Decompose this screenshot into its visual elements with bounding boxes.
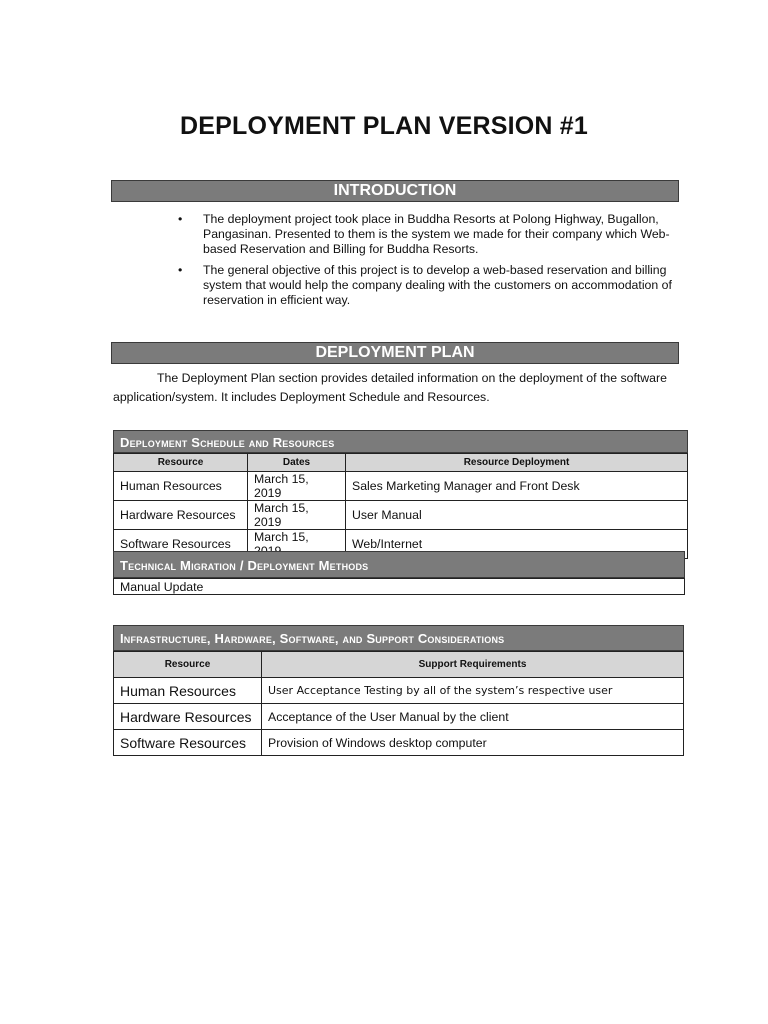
column-header-resource: Resource — [114, 454, 248, 472]
column-header-resource: Resource — [114, 652, 262, 678]
schedule-table-heading: Deployment Schedule and Resources — [113, 430, 688, 453]
introduction-bullets — [176, 212, 676, 314]
table-row: Software Resources March 15, Web/Internet — [114, 530, 688, 559]
column-header-resource-deployment: Resource Deployment — [346, 454, 688, 472]
table-row: Hardware Resources Acceptance of the User Manual by the client — [114, 704, 684, 730]
table-row: Human Resources March 15, 2019 Sales Marketing Manager and Front Desk — [114, 472, 688, 501]
bullet-icon: • — [178, 212, 183, 226]
methods-table — [113, 551, 685, 595]
bullet-icon: • — [178, 263, 183, 277]
schedule-table — [113, 430, 688, 559]
support-table-heading: Infrastructure, Hardware, Software, and Support Considerations — [113, 625, 684, 651]
deployment-plan-heading: DEPLOYMENT PLAN — [111, 342, 679, 364]
table-row: Hardware Resources March 15, 2019 User Manual — [114, 501, 688, 530]
list-item: • The deployment project took place in Buddha Resorts at Polong Highway, Bugallon, Pangasinan. Presented to them is the system we made for their company which Web-based Reservation and Billing for Buddha Resorts. — [178, 212, 670, 256]
introduction-heading: INTRODUCTION — [111, 180, 679, 202]
methods-table-heading: Technical Migration / Deployment Methods — [113, 551, 685, 578]
document-title: DEPLOYMENT PLAN VERSION #1 — [179, 112, 589, 140]
column-header-support-requirements: Support Requirements — [262, 652, 684, 678]
table-row — [114, 579, 685, 595]
deployment-plan-paragraph: The Deployment Plan section provides detailed information on the deployment of the software application/system. It includes Deployment Schedule and Resources. — [113, 371, 667, 404]
column-header-dates: Dates — [248, 454, 346, 472]
support-table — [113, 625, 684, 756]
methods-value: Manual Update — [114, 579, 685, 595]
table-row: Software Resources Provision of Windows desktop computer — [114, 730, 684, 756]
list-item: • The general objective of this project is to develop a web-based reservation and billing system that would help the company dealing with the customers on accommodation of reservation in efficient way. — [178, 263, 672, 307]
table-row: Human Resources User Acceptance Testing by all of the system’s respective user — [114, 678, 684, 704]
